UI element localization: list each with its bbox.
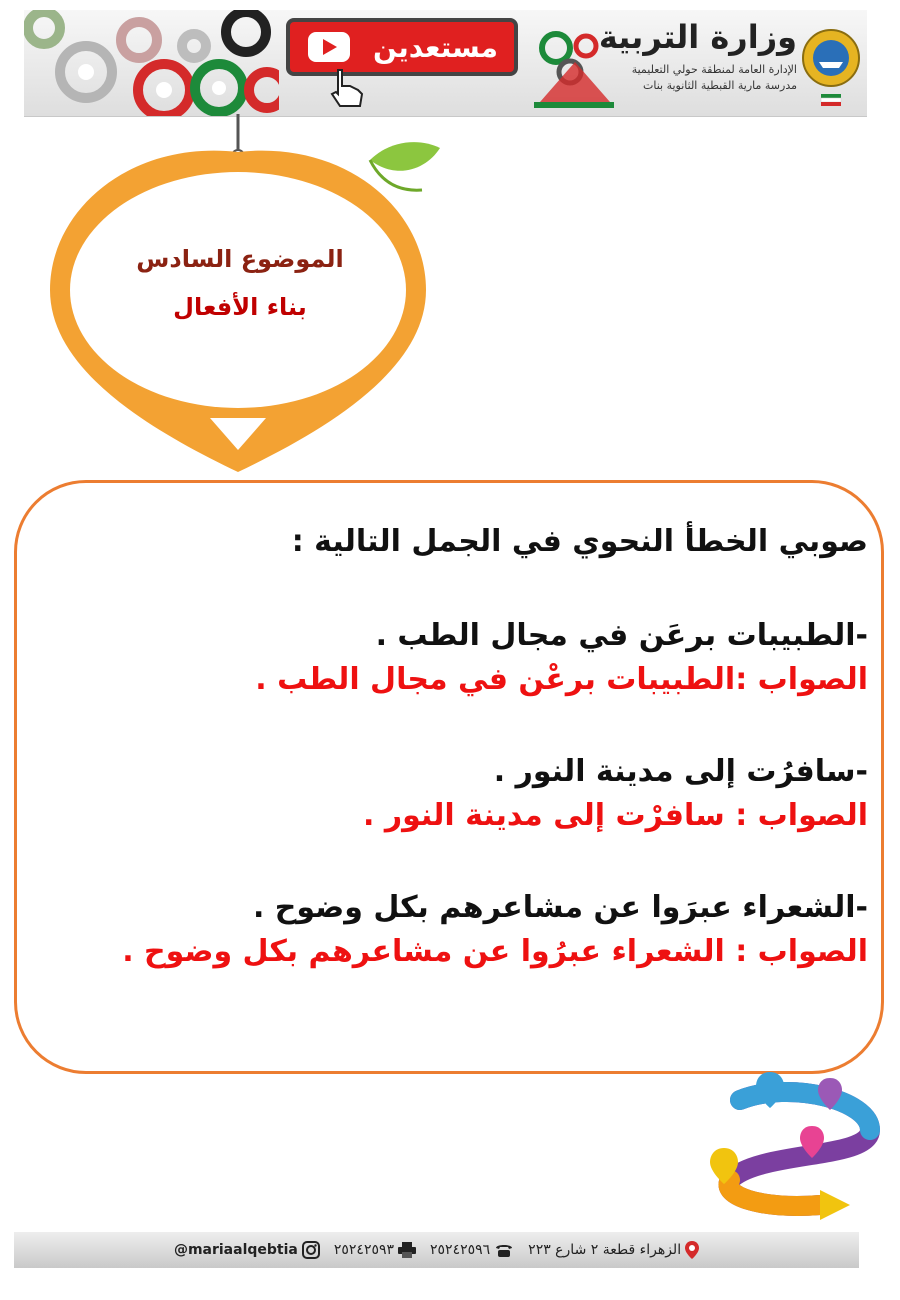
topic-name: بناء الأفعال	[173, 293, 307, 321]
wrong-sentence: -الشعراء عبرَوا عن مشاعرهم بكل وضوح .	[252, 890, 868, 925]
address-item	[528, 1241, 699, 1259]
youtube-play-icon	[308, 32, 350, 62]
exercise-item	[38, 886, 868, 974]
topic-badge-frame	[30, 100, 450, 480]
wrong-sentence: -الطبيبات برعَن في مجال الطب .	[375, 618, 868, 653]
exercise-item	[38, 614, 868, 702]
topic-title: الموضوع السادس	[136, 245, 344, 273]
phone-icon	[494, 1242, 514, 1258]
roadmap-decoration-icon	[700, 1060, 890, 1230]
phone-item	[430, 1242, 514, 1258]
ready-button-label: مستعدين	[373, 30, 498, 64]
exercise-question: صوبي الخطأ النحوي في الجمل التالية :	[291, 524, 868, 559]
ministry-subtitle: الإدارة العامة لمنطقة حولي التعليمية	[631, 63, 797, 76]
ministry-info	[557, 14, 797, 112]
fax-item	[334, 1242, 416, 1258]
location-pin-icon	[685, 1241, 699, 1259]
kuwait-emblem-icon	[799, 18, 863, 108]
correct-sentence: الصواب :الطبيبات برعْن في مجال الطب .	[255, 662, 868, 697]
ready-youtube-button[interactable]	[286, 18, 518, 76]
correct-sentence: الصواب : سافرْت إلى مدينة النور .	[362, 798, 868, 833]
phone-text: ٢٥٢٤٢٥٩٦	[430, 1242, 491, 1258]
instagram-icon	[302, 1241, 320, 1259]
instagram-item[interactable]	[174, 1241, 320, 1259]
contact-footer	[14, 1232, 859, 1268]
correct-sentence: الصواب : الشعراء عبرُوا عن مشاعرهم بكل وضوح .	[122, 934, 868, 969]
fax-text: ٢٥٢٤٢٥٩٣	[333, 1242, 395, 1258]
wrong-sentence: -سافرُت إلى مدينة النور .	[493, 754, 868, 789]
school-name: مدرسة مارية القبطية الثانوية بنات	[643, 79, 797, 92]
instagram-handle: @mariaalqebtia	[173, 1242, 298, 1258]
address-text: الزهراء قطعة ٢ شارع ٢٢٣	[528, 1242, 682, 1258]
ministry-title: وزارة التربية	[598, 18, 797, 56]
exercise-item	[38, 750, 868, 838]
exercise-content	[38, 520, 868, 1022]
fax-icon	[398, 1242, 416, 1258]
